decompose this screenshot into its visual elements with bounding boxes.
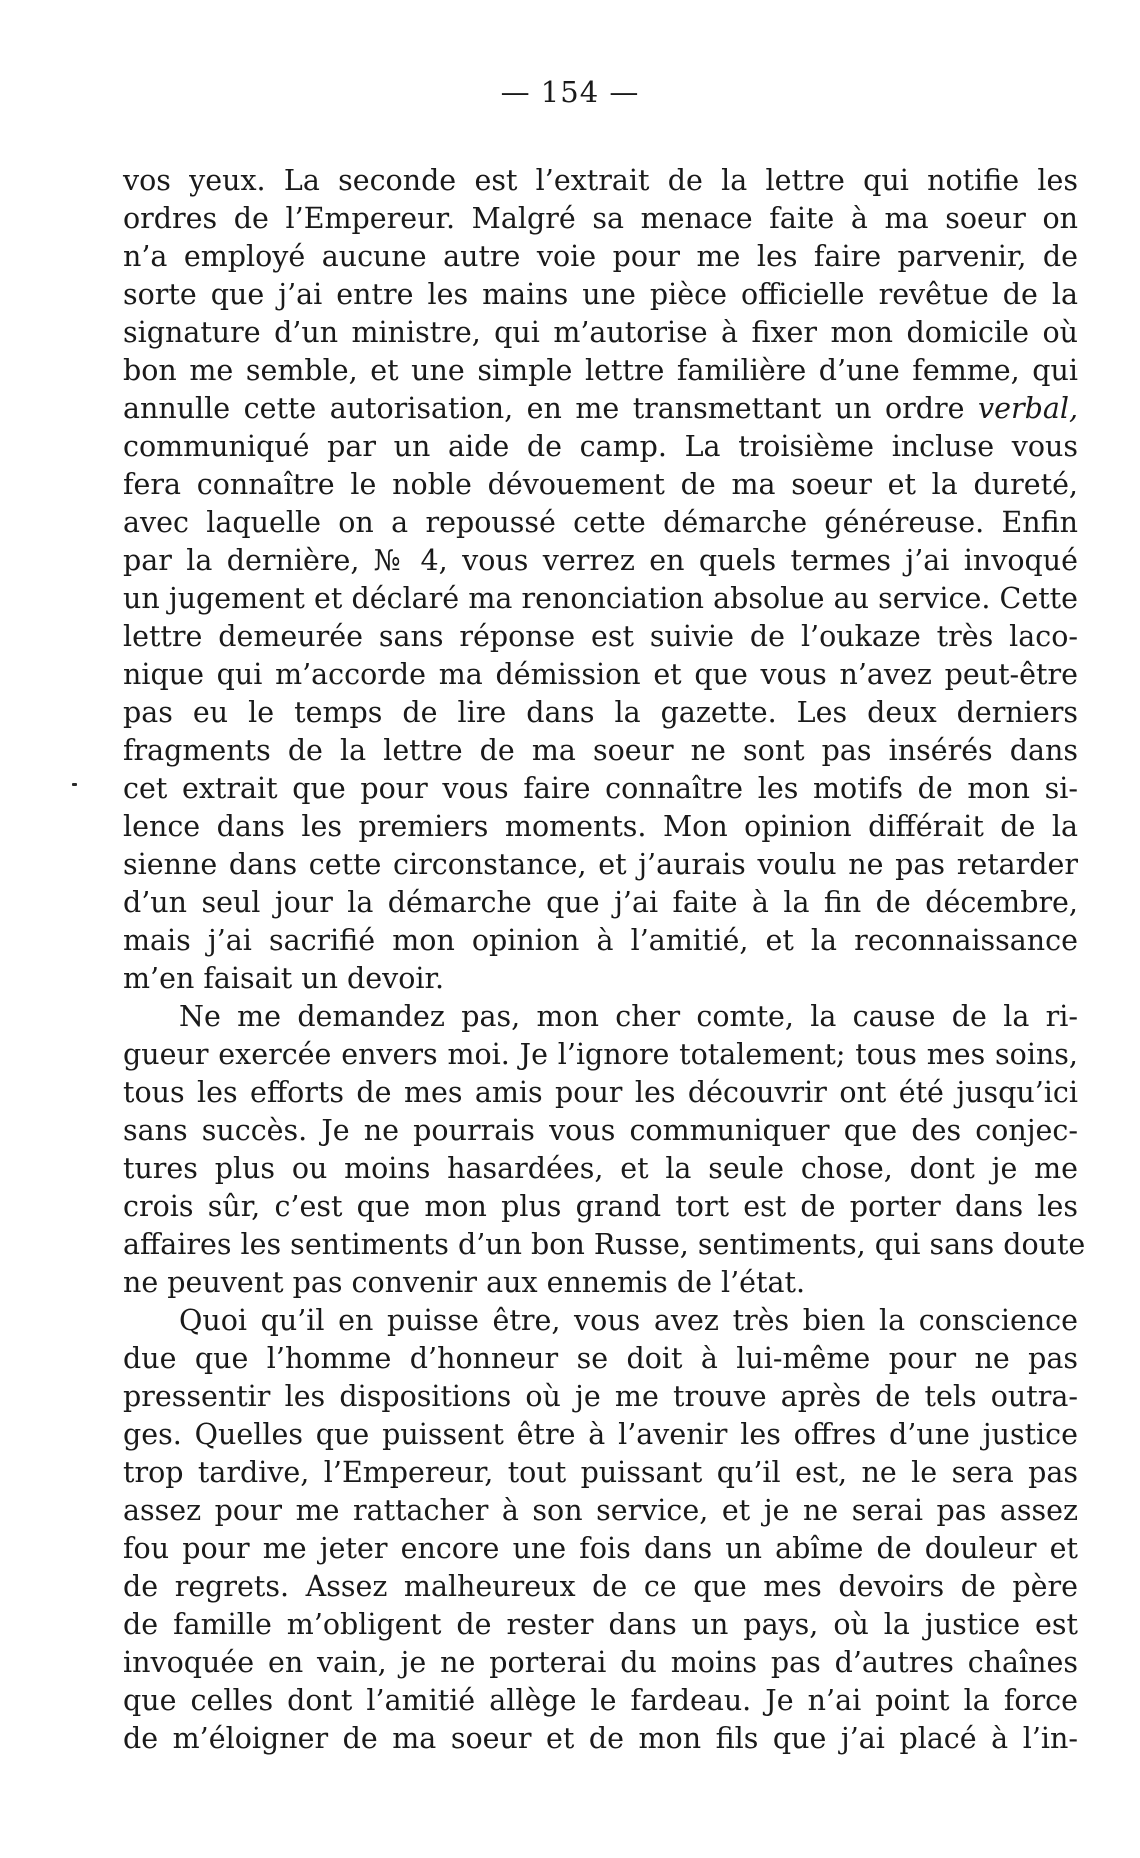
text-line: d’un seul jour la démarche que j’ai faite à la fin de décembre, xyxy=(123,886,1078,919)
text-line: ne peuvent pas convenir aux ennemis de l’état. xyxy=(123,1266,806,1299)
text-line: fragments de la lettre de ma soeur ne sont pas insérés dans xyxy=(123,734,1078,767)
text-line: fera connaître le noble dévouement de ma soeur et la dureté, xyxy=(123,468,1078,501)
text-line: gueur exercée envers moi. Je l’ignore totalement; tous mes soins, xyxy=(123,1038,1078,1071)
text-line: avec laquelle on a repoussé cette démarche généreuse. Enfin xyxy=(123,506,1078,539)
text-line: signature d’un ministre, qui m’autorise à fixer mon domicile où xyxy=(123,316,1078,349)
text-line: cet extrait que pour vous faire connaître les motifs de mon si- xyxy=(123,772,1078,805)
margin-mark xyxy=(72,783,77,786)
text-line: de m’éloigner de ma soeur et de mon fils que j’ai placé à l’in- xyxy=(123,1722,1078,1755)
page-number: — 154 — xyxy=(500,75,640,109)
text-line: m’en faisait un devoir. xyxy=(123,962,445,995)
text-line: lence dans les premiers moments. Mon opinion différait de la xyxy=(123,810,1078,843)
text-line: un jugement et déclaré ma renonciation absolue au service. Cette xyxy=(123,582,1078,615)
text-line: ges. Quelles que puissent être à l’avenir les offres d’une justice xyxy=(123,1418,1078,1451)
paragraph xyxy=(123,1302,1078,1758)
text-line xyxy=(123,390,1078,428)
text-line: fou pour me jeter encore une fois dans un abîme de douleur et xyxy=(123,1532,1078,1565)
text-fragment: annulle cette autorisation, en me transmettant un ordre xyxy=(123,392,965,425)
text-line: sienne dans cette circonstance, et j’aurais voulu ne pas retarder xyxy=(123,848,1078,881)
text-line: sorte que j’ai entre les mains une pièce officielle revêtue de la xyxy=(123,278,1078,311)
text-line: n’a employé aucune autre voie pour me les faire parvenir, de xyxy=(123,240,1078,273)
text-line: sans succès. Je ne pourrais vous communiquer que des conjec- xyxy=(123,1114,1078,1147)
text-line: de famille m’obligent de rester dans un pays, où la justice est xyxy=(123,1608,1078,1641)
text-line: tous les efforts de mes amis pour les découvrir ont été jusqu’ici xyxy=(123,1076,1078,1109)
text-line: crois sûr, c’est que mon plus grand tort est de porter dans les xyxy=(123,1190,1078,1223)
text-line: Ne me demandez pas, mon cher comte, la cause de la ri- xyxy=(179,1000,1078,1033)
text-line: ordres de l’Empereur. Malgré sa menace faite à ma soeur on xyxy=(123,202,1078,235)
text-line: due que l’homme d’honneur se doit à lui-même pour ne pas xyxy=(123,1342,1078,1375)
text-line: Quoi qu’il en puisse être, vous avez très bien la conscience xyxy=(179,1304,1078,1337)
text-line: trop tardive, l’Empereur, tout puissant qu’il est, ne le sera pas xyxy=(123,1456,1078,1489)
text-line: affaires les sentiments d’un bon Russe, sentiments, qui sans doute xyxy=(123,1228,1086,1261)
text-line: que celles dont l’amitié allège le fardeau. Je n’ai point la force xyxy=(123,1684,1078,1717)
paragraph xyxy=(123,162,1078,998)
text-line: de regrets. Assez malheureux de ce que mes devoirs de père xyxy=(123,1570,1078,1603)
text-line: nique qui m’accorde ma démission et que vous n’avez peut-être xyxy=(123,658,1078,691)
text-line: bon me semble, et une simple lettre familière d’une femme, qui xyxy=(123,354,1078,387)
text-line: pressentir les dispositions où je me trouve après de tels outra- xyxy=(123,1380,1078,1413)
text-line: pas eu le temps de lire dans la gazette. Les deux derniers xyxy=(123,696,1078,729)
italic-word: verbal, xyxy=(978,392,1079,425)
text-line: vos yeux. La seconde est l’extrait de la lettre qui notifie les xyxy=(123,164,1078,197)
text-line: tures plus ou moins hasardées, et la seule chose, dont je me xyxy=(123,1152,1078,1185)
paragraph xyxy=(123,998,1086,1302)
text-line: lettre demeurée sans réponse est suivie de l’oukaze très laco- xyxy=(123,620,1078,653)
text-line: communiqué par un aide de camp. La troisième incluse vous xyxy=(123,430,1078,463)
text-line: assez pour me rattacher à son service, et je ne serai pas assez xyxy=(123,1494,1078,1527)
text-line: invoquée en vain, je ne porterai du moins pas d’autres chaînes xyxy=(123,1646,1078,1679)
text-line: par la dernière, № 4, vous verrez en quels termes j’ai invoqué xyxy=(123,544,1078,577)
body-text xyxy=(123,162,1086,1758)
text-line: mais j’ai sacrifié mon opinion à l’amitié, et la reconnaissance xyxy=(123,924,1078,957)
